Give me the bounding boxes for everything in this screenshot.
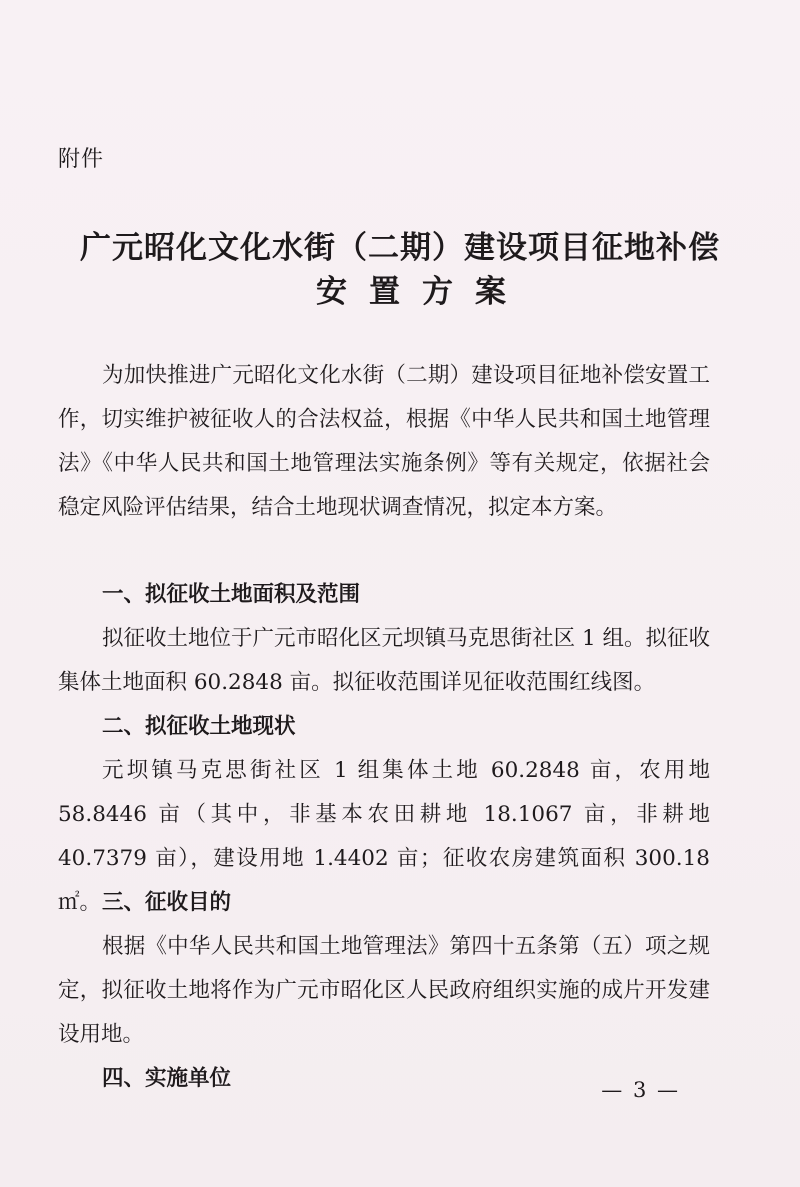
attachment-label: 附件 [58, 147, 105, 172]
section-3-body: 根据《中华人民共和国土地管理法》第四十五条第（五）项之规定，拟征收土地将作为广元市昭化区人民政府组织实施的成片开发建设用地。 [58, 934, 710, 1047]
document-title-line-1: 广元昭化文化水街（二期）建设项目征地补偿 [80, 230, 720, 266]
section-1-body: 拟征收土地位于广元市昭化区元坝镇马克思街社区 1 组。拟征收集体土地面积 60.2848 亩。拟征收范围详见征收范围红线图。 [58, 626, 710, 695]
section-2-body: 元坝镇马克思街社区 1 组集体土地 60.2848 亩，农用地 58.8446 亩（其中，非基本农田耕地 18.1067 亩，非耕地 40.7379 亩），建设用地 1.4402 亩；征收农房建筑面积 300.18 ㎡。 [58, 758, 710, 915]
page-number: — 3 — [601, 1078, 680, 1102]
document-title-line-2: 安置方案 [316, 274, 528, 310]
section-4-heading: 四、实施单位 [102, 1066, 232, 1091]
intro-paragraph: 为加快推进广元昭化文化水街（二期）建设项目征地补偿安置工作，切实维护被征收人的合法权益，根据《中华人民共和国土地管理法》《中华人民共和国土地管理法实施条例》等有关规定，依据社会稳定风险评估结果，结合土地现状调查情况，拟定本方案。 [58, 363, 710, 520]
section-3-heading: 三、征收目的 [102, 890, 232, 915]
section-1-heading: 一、拟征收土地面积及范围 [102, 582, 361, 607]
section-2-heading: 二、拟征收土地现状 [102, 714, 296, 739]
